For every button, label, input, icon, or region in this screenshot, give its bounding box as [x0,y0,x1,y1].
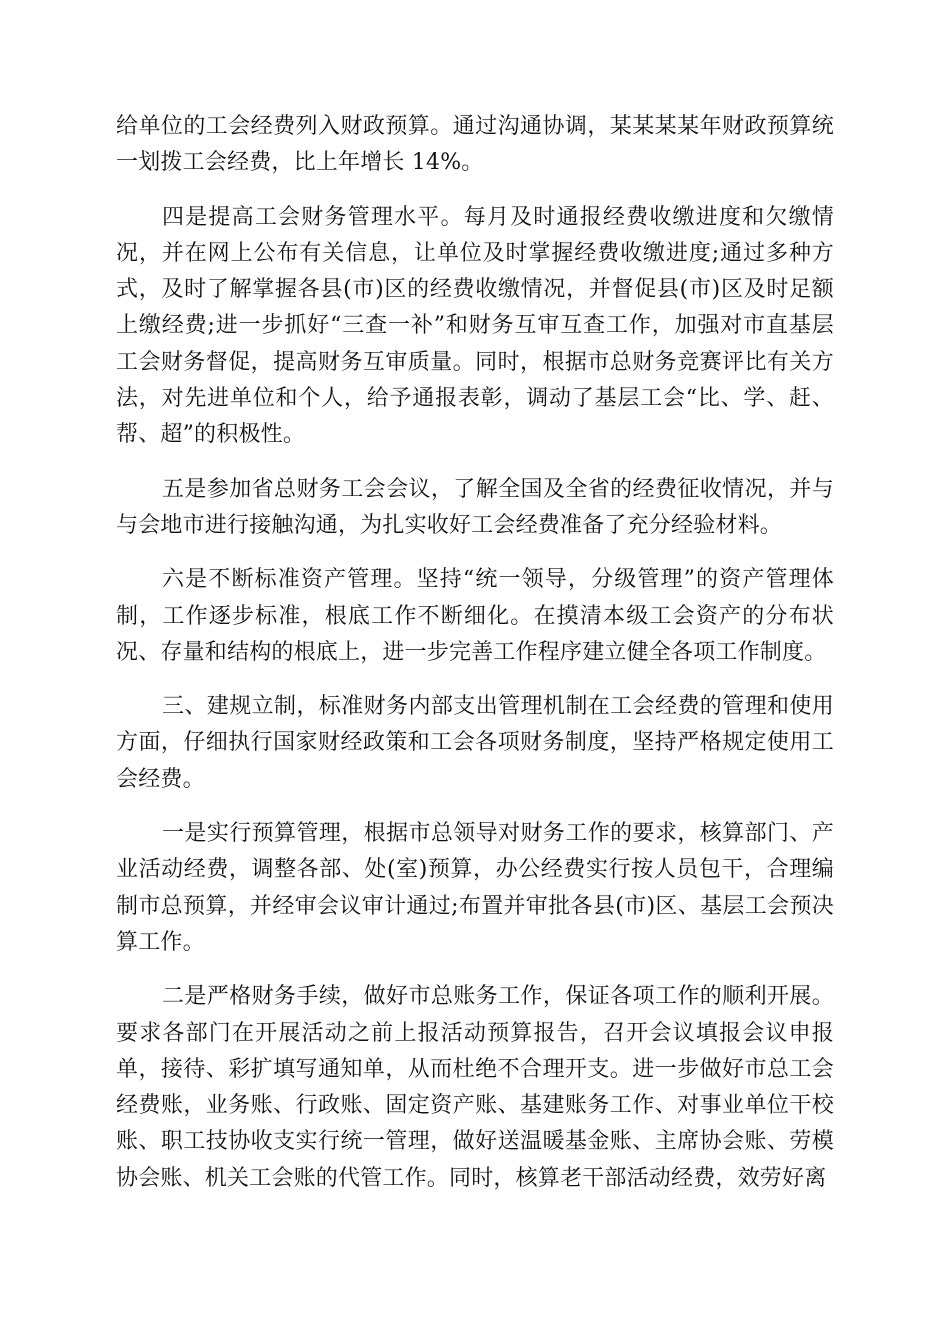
paragraph-budget-management: 一是实行预算管理，根据市总领导对财务工作的要求，核算部门、产业活动经费，调整各部、处(室)预算，办公经费实行按人员包干，合理编制市总预算，并经审会议审计通过;布置并审批各县(市)区、基层工会预决算工作。 [116,821,834,955]
paragraph-section-three: 三、建规立制，标准财务内部支出管理机制在工会经费的管理和使用方面，仔细执行国家财经政策和工会各项财务制度，坚持严格规定使用工会经费。 [116,694,834,792]
paragraph-provincial-meeting: 五是参加省总财务工会会议，了解全国及全省的经费征收情况，并与与会地市进行接触沟通，为扎实收好工会经费准备了充分经验材料。 [116,476,834,538]
paragraph-continuation: 给单位的工会经费列入财政预算。通过沟通协调，某某某某年财政预算统一划拨工会经费，比上年增长 14%。 [116,114,834,176]
paragraph-finance-management: 四是提高工会财务管理水平。每月及时通报经费收缴进度和欠缴情况，并在网上公布有关信息，让单位及时掌握经费收缴进度;通过多种方式，及时了解掌握各县(市)区的经费收缴情况，并督促县(市)区及时足额上缴经费;进一步抓好“三查一补”和财务互审互查工作，加强对市直基层工会财务督促，提高财务互审质量。同时，根据市总财务竞赛评比有关方法，对先进单位和个人，给予通报表彰，调动了基层工会“比、学、赶、帮、超”的积极性。 [116,204,834,448]
document-body [116,109,834,1215]
paragraph-asset-management: 六是不断标准资产管理。坚持“统一领导，分级管理”的资产管理体制，工作逐步标准，根底工作不断细化。在摸清本级工会资产的分布状况、存量和结构的根底上，进一步完善工作程序建立健全各项工作制度。 [116,567,834,665]
paragraph-financial-procedures: 二是严格财务手续，做好市总账务工作，保证各项工作的顺利开展。要求各部门在开展活动之前上报活动预算报告，召开会议填报会议申报单，接待、彩扩填写通知单，从而杜绝不合理开支。进一步做好市总工会经费账，业务账、行政账、固定资产账、基建账务工作、对事业单位干校账、职工技协收支实行统一管理，做好送温暖基金账、主席协会账、劳模协会账、机关工会账的代管工作。同时，核算老干部活动经费，效劳好离 [116,984,834,1191]
